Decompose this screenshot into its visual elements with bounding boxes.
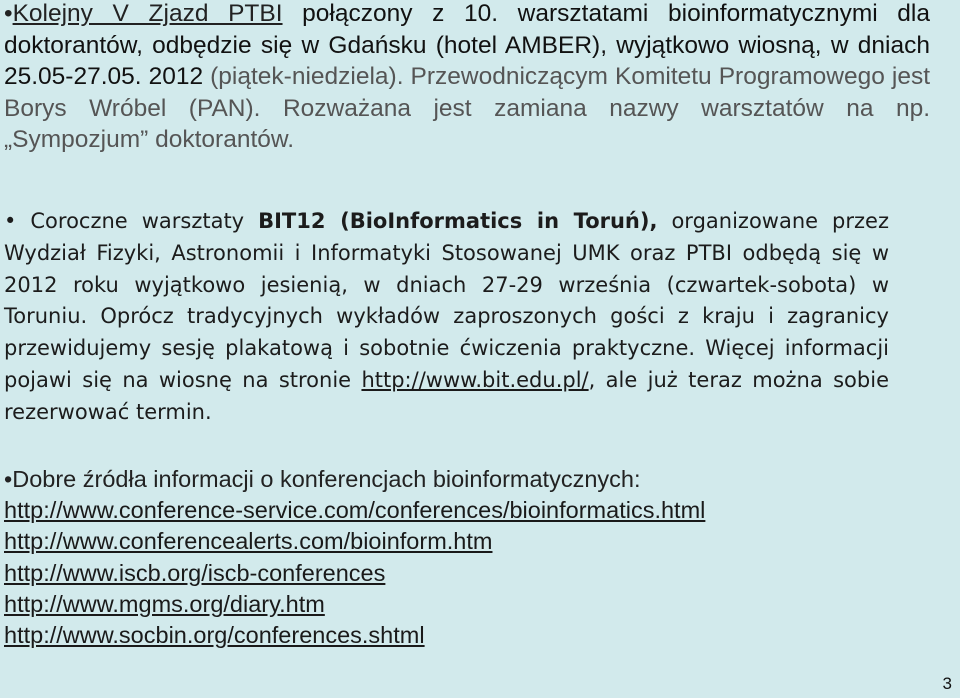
conference-link-conference-service[interactable]: http://www.conference-service.com/conferences/bioinformatics.html (4, 497, 706, 524)
conference-link-socbin[interactable]: http://www.socbin.org/conferences.shtml (4, 622, 425, 649)
zjazd-ptbi-link[interactable]: Kolejny V Zjazd PTBI (12, 0, 283, 27)
conference-link-conferencealerts[interactable]: http://www.conferencealerts.com/bioinform.htm (4, 528, 493, 555)
conference-sources-heading (4, 464, 904, 495)
conference-link-mgms[interactable]: http://www.mgms.org/diary.htm (4, 590, 325, 617)
bit12-title: BIT12 (BioInformatics in Toruń), (258, 209, 658, 233)
announcement-bit12 (4, 206, 889, 429)
conference-sources (4, 464, 904, 651)
bit12-tail-text: , ale już teraz można sobie rezerwować termin. (4, 367, 889, 424)
bullet-icon: • (4, 209, 17, 233)
bit12-body-text: organizowane przez Wydział Fizyki, Astronomii i Informatyki Stosowanej UMK oraz PTBI odbędą się w 2012 roku wyjątkowo jesienią, w dniach 27-29 września (czwartek-sobota) w Toruniu. Oprócz tradycyjnych wykładów zaproszonych gości z kraju i zagranicy przewidujemy sesję plakatową i sobotnie ćwiczenia praktyczne. Więcej informacji pojawi się na wiosnę na stronie (4, 209, 889, 392)
page-number: 3 (942, 674, 952, 693)
announcement-zjazd-ptbi (4, 0, 930, 156)
sources-heading-text: Dobre źródła informacji o konferencjach bioinformatycznych: (12, 466, 641, 492)
conference-link-iscb[interactable]: http://www.iscb.org/iscb-conferences (4, 559, 386, 586)
bit12-intro-text: Coroczne warsztaty (16, 209, 259, 233)
bullet-icon: • (4, 0, 13, 27)
zjazd-details-text: połączony z 10. warsztatami bioinformatycznymi dla doktorantów, odbędzie się w Gdańsku (hotel AMBER), wyjątkowo wiosną, w dniach 25.05-27.05. 2012 (4, 0, 930, 90)
bit12-website-link[interactable]: http://www.bit.edu.pl/ (361, 367, 589, 392)
bullet-icon: • (4, 466, 13, 492)
zjazd-committee-text: (piątek-niedziela). Przewodniczącym Komitetu Programowego jest Borys Wróbel (PAN). Rozważana jest zamiana nazwy warsztatów na np. „Sympozjum” doktorantów. (4, 63, 930, 153)
